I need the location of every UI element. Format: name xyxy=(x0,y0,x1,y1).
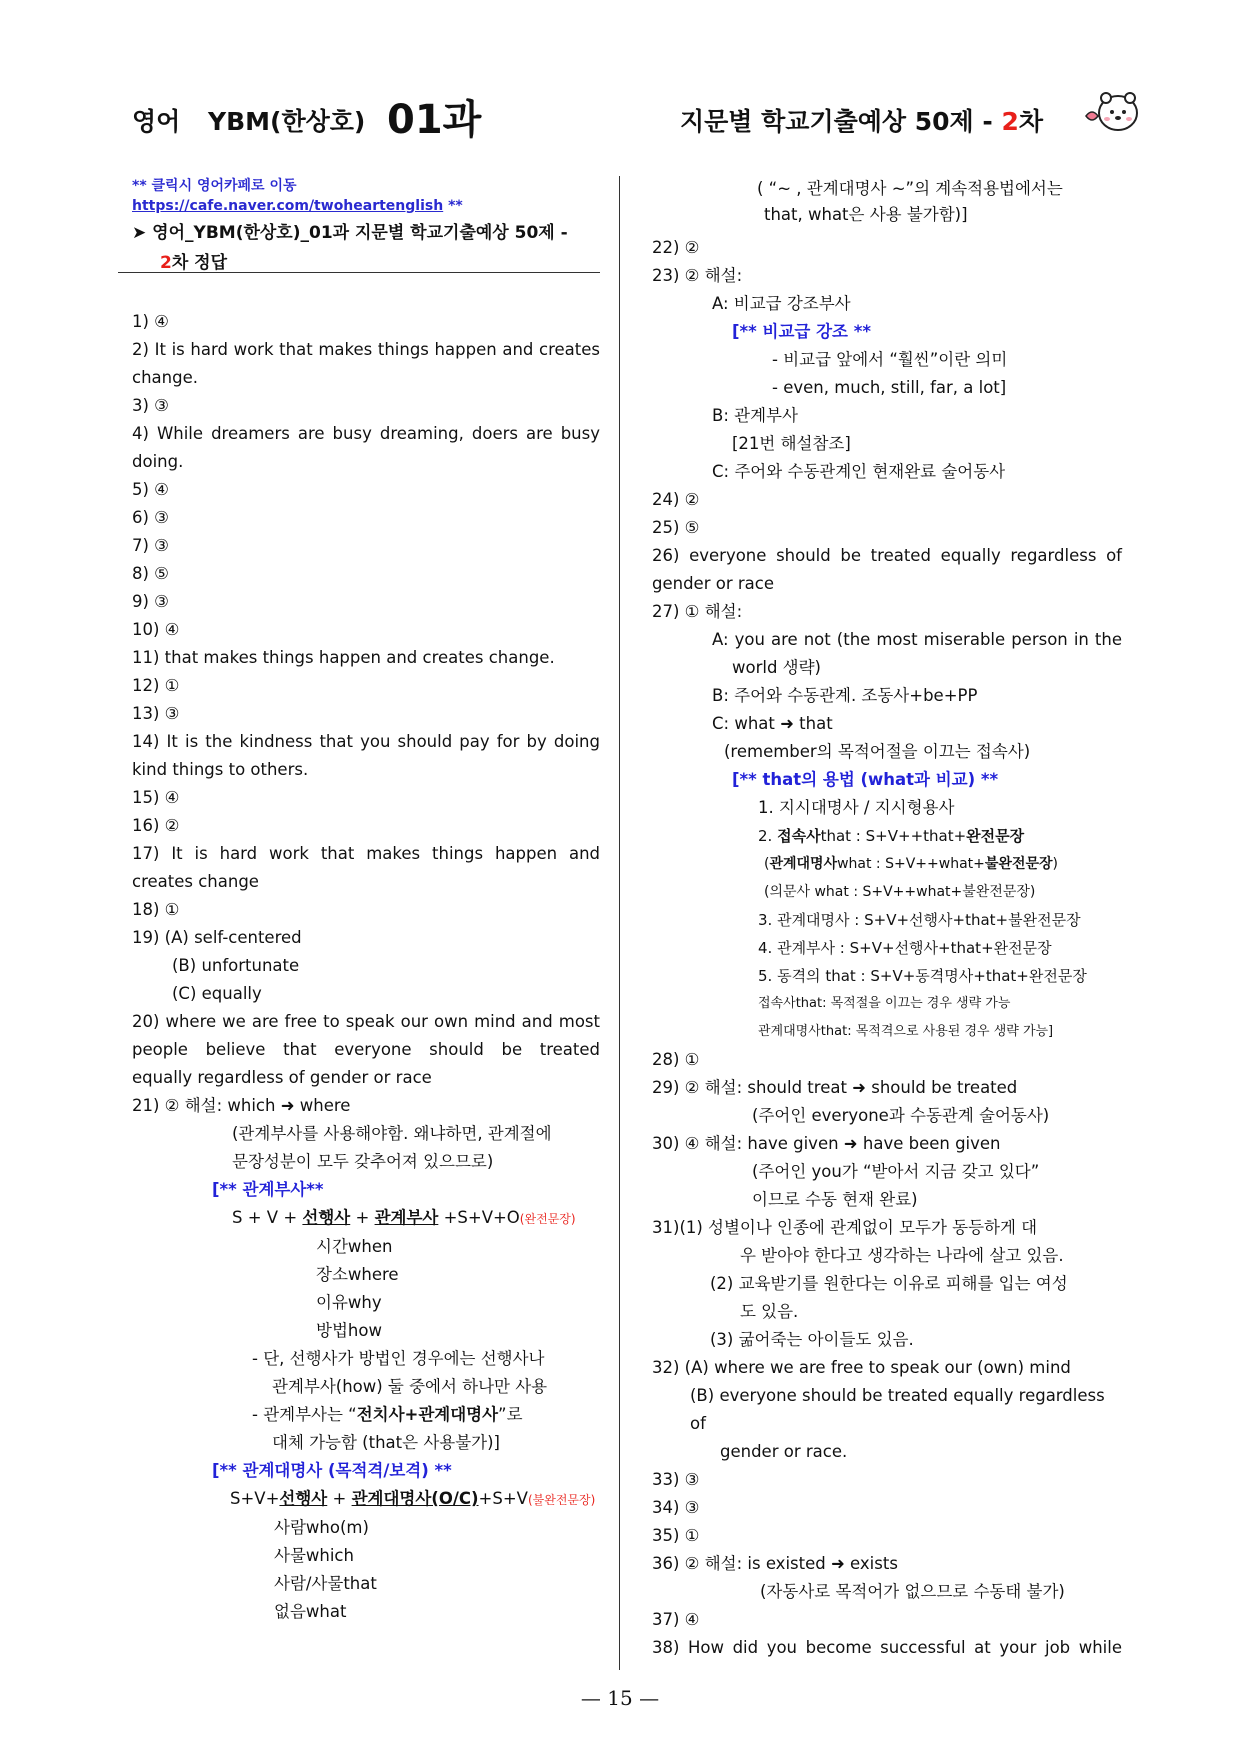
answer-25: 25) ⑤ xyxy=(652,518,700,537)
answer-11: 11) that makes things happen and creates change. xyxy=(132,648,555,667)
answer-3: 3) ③ xyxy=(132,396,169,415)
answer-32: 32) (A) where we are free to speak our (own) mind (B) everyone should be treated equally regardless of gender or race. xyxy=(652,1358,1105,1461)
comparative-heading: [** 비교급 강조 ** xyxy=(732,322,871,341)
answer-34: 34) ③ xyxy=(652,1498,700,1517)
answer-24: 24) ② xyxy=(652,490,700,509)
answer-title: ➤ 영어_YBM(한상호)_01과 지문별 학교기출예상 50제 - 2차 정답 xyxy=(132,223,568,273)
left-column xyxy=(132,176,600,1626)
answer-21: 21) ② 해설: which ➜ where (관계부사를 사용해야함. 왜냐하면, 관계절에 문장성분이 모두 갖추어져 있으므로) [** 관계부사** S + V + 선행사 + 관계부사 +S+V+O(완전문장) 시간when 장소where 이유why 방법how - 단, 선행사가 방법인 경우에는 선행사나 관계부사(how) 둘 중에서 하나만 사용 - 관계부사는 “전치사+관계대명사”로 대체 가능함 (that은 사용불가)] [** 관계대명사 (목적격/보격) ** S+V+선행사 + 관계대명사(O/C)+S+V(불완전문장) 사람who(m) 사물which 사람/사물that 없음what xyxy=(132,1092,600,1626)
answer-23: 23) ② 해설: A: 비교급 강조부사 [** 비교급 강조 ** - 비교급 앞에서 “훨씬”이란 의미 - even, much, still, far, a lot] B: 관계부사 [21번 해설참조] C: 주어와 수동관계인 현재완료 술어동사 xyxy=(652,262,1122,486)
rel-pronoun-heading: [** 관계대명사 (목적격/보격) ** xyxy=(212,1461,452,1480)
answer-7: 7) ③ xyxy=(132,536,169,555)
answer-2: 2) It is hard work that makes things happen and creates change. xyxy=(132,340,600,387)
answer-19: 19) (A) self-centered (B) unfortunate (C) equally xyxy=(132,928,302,1003)
answer-1: 1) ④ xyxy=(132,312,169,331)
answer-9: 9) ③ xyxy=(132,592,169,611)
answer-27: 27) ① 해설: A: you are not (the most miserable person in the world 생략) B: 주어와 수동관계. 조동사+be+PP C: what ➜ that (remember의 목적어절을 이끄는 접속사) [** that의 용법 (what과 비교) ** 1. 지시대명사 / 지시형용사 2. 접속사that : S+V++that+완전문장 (관계대명사what : S+V++what+불완전문장) (의문사 what : S+V++what+불완전문장) 3. 관계대명사 : S+V+선행사+that+불완전문장 4. 관계부사 : S+V+선행사+that+완전문장 5. 동격의 that : S+V+동격명사+that+완전문장 접속사that: 목적절을 이끄는 경우 생략 가능 관계대명사that: 목적격으로 사용된 경우 생략 가능] xyxy=(652,602,1122,1039)
answer-28: 28) ① xyxy=(652,1050,700,1069)
rel-adverb-formula: S + V + 선행사 + 관계부사 +S+V+O(완전문장) xyxy=(232,1208,576,1227)
answer-26: 26) everyone should be treated equally regardless of gender or race xyxy=(652,546,1122,593)
cafe-link[interactable]: ** 클릭시 영어카페로 이동 https://cafe.naver.com/twoheartenglish ** xyxy=(132,178,463,214)
bear-mascot-icon xyxy=(1082,88,1140,136)
that-usage-heading: [** that의 용법 (what과 비교) ** xyxy=(732,770,999,789)
answer-35: 35) ① xyxy=(652,1526,700,1545)
answer-6: 6) ③ xyxy=(132,508,169,527)
rel-pronoun-formula: S+V+선행사 + 관계대명사(O/C)+S+V(불완전문장) xyxy=(230,1489,596,1508)
answer-5: 5) ④ xyxy=(132,480,169,499)
answer-33: 33) ③ xyxy=(652,1470,700,1489)
answer-20: 20) where we are free to speak our own mind and most people believe that everyone should be treated equally regardless of gender or race xyxy=(132,1012,600,1087)
answer-15: 15) ④ xyxy=(132,788,180,807)
page-header xyxy=(132,88,1132,148)
publisher: YBM(한상호) xyxy=(208,107,366,136)
column-divider xyxy=(619,176,620,1670)
answer-10: 10) ④ xyxy=(132,620,180,639)
subject: 영어 xyxy=(132,107,181,136)
answer-14: 14) It is the kindness that you should pay for by doing kind things to others. xyxy=(132,732,600,779)
answer-18: 18) ① xyxy=(132,900,180,919)
lesson-title: 01과 xyxy=(387,97,482,143)
answer-13: 13) ③ xyxy=(132,704,180,723)
answer-38: 38) How did you become successful at your job while xyxy=(652,1638,1122,1657)
answer-37: 37) ④ xyxy=(652,1610,700,1629)
answer-22: 22) ② xyxy=(652,238,700,257)
answer-17: 17) It is hard work that makes things happen and creates change xyxy=(132,844,600,891)
answer-8: 8) ⑤ xyxy=(132,564,169,583)
answer-4: 4) While dreamers are busy dreaming, doers are busy doing. xyxy=(132,424,600,471)
answer-12: 12) ① xyxy=(132,676,180,695)
set-title: 지문별 학교기출예상 50제 - 2차 xyxy=(680,107,1044,136)
answer-29: 29) ② 해설: should treat ➜ should be treated (주어인 everyone과 수동관계 술어동사) xyxy=(652,1078,1050,1125)
answer-30: 30) ④ 해설: have given ➜ have been given (주어인 you가 “받아서 지금 갖고 있다” 이므로 수동 현재 완료) xyxy=(652,1134,1040,1209)
page-number: — 15 — xyxy=(580,1686,660,1710)
answer-31: 31)(1) 성별이나 인종에 관계없이 모두가 동등하게 대 우 받아야 한다고 생각하는 나라에 살고 있음. (2) 교육받기를 원한다는 이유로 피해를 입는 여성 도 있음. (3) 굶어죽는 아이들도 있음. xyxy=(652,1218,1068,1349)
answer-16: 16) ② xyxy=(132,816,180,835)
rel-adverb-heading: [** 관계부사** xyxy=(212,1180,324,1199)
right-column: ( “~ , 관계대명사 ~”의 계속적용법에서는 that, what은 사용 불가함)] 22) ② 23) ② 해설: A: 비교급 강조부사 [** 비교급 강조 ** - 비교급 앞에서 “훨씬”이란 의미 - even, much, still, far, a lot] B: 관계부사 [21번 해설참조] C: 주어와 수동관계인 현재완료 술어동사 24) ② 25) ⑤ 26) everyone should be treated equally regardless of gender or race 27) ① 해설: A: you are not (the most miserable person in the world 생략) B: 주어와 수동관계. 조동사+be+PP C: what ➜ that (remember의 목적어절을 이끄는 접속사) [** that의 용법 (what과 비교) ** 1. 지시대명사 / 지시형용사 2. 접속사that : S+V++that+완전문장 (관계대명사what : S+V++what+불완전문장) (의문사 what : S+V++what+불완전문장) 3. 관계대명사 : S+V+선행사+that+불완전문장 4. 관계부사 : S+V+선행사+that+완전문장 5. 동격의 that : S+V+동격명사+that+완전문장 접속사that: 목적절을 이끄는 경우 생략 가능 관계대명사that: 목적격으로 사용된 경우 생략 가능] 28) ① 29) ② 해설: should treat ➜ should be treated (주어인 everyone과 수동관계 술어동사) 30) ④ 해설: have given ➜ have been given (주어인 you가 “받아서 지금 갖고 있다” 이므로 수동 현재 완료) 31)(1) 성별이나 인종에 관계없이 모두가 동등하게 대 우 받아야 한다고 생각하는 나라에 살고 있음. (2) 교육받기를 원한다는 이유로 피해를 입는 여성 도 있음. (3) 굶어죽는 아이들도 있음. 32) (A) where we are free to speak our (own) mind (B) everyone should be treated equally regardless of gender or race. 33) ③ 34) ③ 35) ① 36) ② 해설: is existed ➜ exists (자동사로 목적어가 없으므로 수동태 불가) 37) ④ 38) How did you become successful at your job while xyxy=(652,176,1122,1662)
answer-36: 36) ② 해설: is existed ➜ exists (자동사로 목적어가 없으므로 수동태 불가) xyxy=(652,1554,1065,1601)
